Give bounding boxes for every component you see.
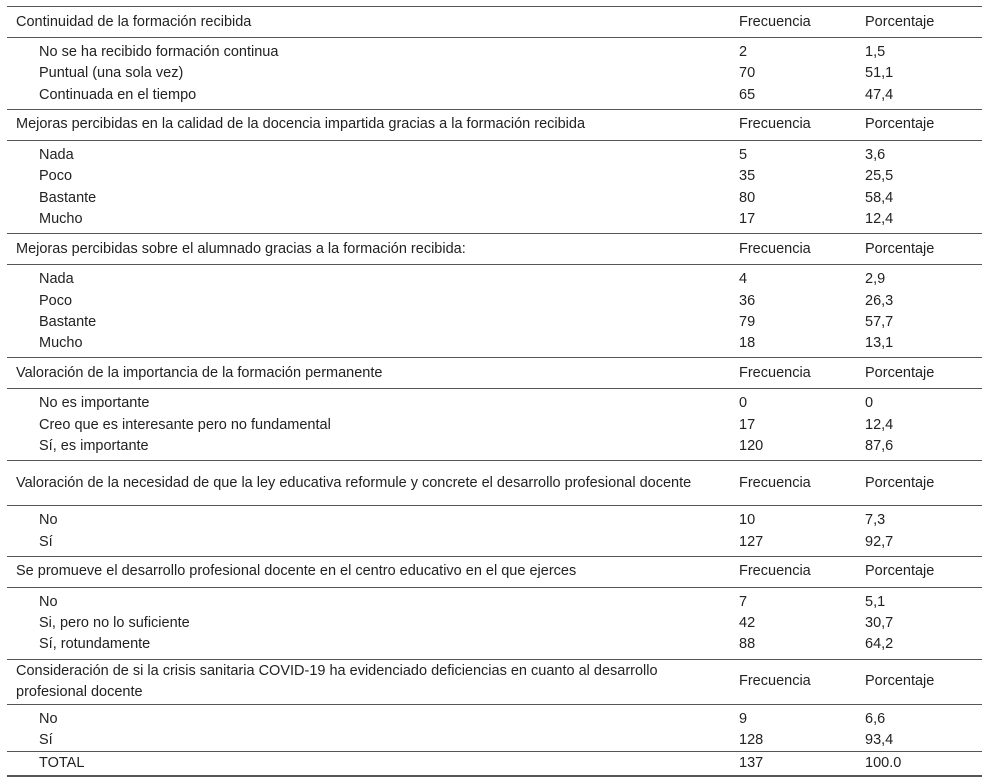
table-row (7, 312, 982, 333)
freq-header: Frecuencia (730, 358, 856, 389)
row-label: Creo que es interesante pero no fundamental (39, 416, 331, 433)
table-section (7, 659, 982, 776)
row-pct: 26,3 (865, 292, 894, 309)
row-freq: 17 (739, 210, 756, 227)
row-label: No es importante (39, 395, 150, 412)
table-row (7, 140, 982, 166)
table-section (7, 556, 982, 659)
freq-header: Frecuencia (730, 461, 856, 506)
total-freq: 137 (730, 752, 856, 777)
row-freq: 128 (739, 732, 764, 749)
question-text: Valoración de la necesidad de que la ley educativa reformule y concrete el desarrollo profesional docente (7, 461, 730, 506)
pct-header: Porcentaje (856, 234, 982, 265)
table-row (7, 506, 982, 532)
row-freq: 2 (739, 44, 748, 61)
row-freq: 36 (739, 292, 756, 309)
section-header (7, 461, 982, 506)
row-pct: 92,7 (865, 533, 894, 550)
row-pct: 12,4 (865, 210, 894, 227)
row-freq: 79 (739, 313, 756, 330)
pct-header: Porcentaje (856, 461, 982, 506)
table-row (7, 290, 982, 311)
question-text: Mejoras percibidas sobre el alumnado gracias a la formación recibida: (7, 234, 730, 265)
row-label: Sí (39, 732, 53, 749)
row-label: No (39, 593, 58, 610)
row-pct: 58,4 (865, 189, 894, 206)
table-row (7, 209, 982, 234)
row-freq: 10 (739, 512, 756, 529)
row-label: Sí (39, 533, 53, 550)
row-pct: 12,4 (865, 416, 894, 433)
table-row (7, 63, 982, 84)
total-label: TOTAL (7, 752, 730, 777)
row-label: Poco (39, 292, 73, 309)
freq-header: Frecuencia (730, 7, 856, 38)
row-pct: 87,6 (865, 438, 894, 454)
table-section (7, 7, 982, 110)
row-freq: 42 (739, 615, 756, 632)
row-freq: 4 (739, 271, 748, 288)
row-freq: 5 (739, 147, 748, 164)
row-pct: 57,7 (865, 313, 894, 330)
table-row (7, 436, 982, 461)
row-pct: 93,4 (865, 732, 894, 749)
row-freq: 120 (739, 438, 764, 454)
pct-header: Porcentaje (856, 7, 982, 38)
table-row (7, 333, 982, 358)
row-label: Bastante (39, 313, 97, 330)
row-freq: 18 (739, 335, 756, 352)
row-pct: 6,6 (865, 710, 886, 727)
question-text: Valoración de la importancia de la formación permanente (7, 358, 730, 389)
row-freq: 70 (739, 65, 756, 82)
row-pct: 51,1 (865, 65, 894, 82)
row-freq: 35 (739, 168, 756, 185)
row-label: No (39, 710, 58, 727)
row-label: No se ha recibido formación continua (39, 44, 279, 61)
table-row (7, 389, 982, 415)
row-label: Mucho (39, 335, 83, 352)
row-pct: 13,1 (865, 335, 894, 352)
section-header (7, 358, 982, 389)
table-row (7, 587, 982, 613)
table-row (7, 85, 982, 110)
row-pct: 30,7 (865, 615, 894, 632)
pct-header: Porcentaje (856, 109, 982, 140)
row-label: Poco (39, 168, 73, 185)
row-freq: 80 (739, 189, 756, 206)
row-freq: 65 (739, 86, 756, 103)
row-pct: 3,6 (865, 147, 886, 164)
row-freq: 127 (739, 533, 764, 550)
table-row (7, 415, 982, 436)
section-header (7, 109, 982, 140)
row-pct: 1,5 (865, 44, 886, 61)
question-text: Consideración de si la crisis sanitaria COVID-19 ha evidenciado deficiencias en cuanto al desarrollo profesional docente (7, 659, 730, 704)
table-row (7, 187, 982, 208)
table-section (7, 358, 982, 461)
row-freq: 9 (739, 710, 748, 727)
row-pct: 25,5 (865, 168, 894, 185)
question-text: Se promueve el desarrollo profesional docente en el centro educativo en el que ejerces (7, 556, 730, 587)
freq-header: Frecuencia (730, 109, 856, 140)
pct-header: Porcentaje (856, 358, 982, 389)
row-label: Si, pero no lo suficiente (39, 615, 190, 632)
section-header (7, 7, 982, 38)
row-label: Sí, rotundamente (39, 636, 151, 653)
row-pct: 2,9 (865, 271, 886, 288)
table-row (7, 38, 982, 64)
row-label: Bastante (39, 189, 97, 206)
row-label: Mucho (39, 210, 83, 227)
freq-header: Frecuencia (730, 234, 856, 265)
row-pct: 0 (865, 395, 874, 412)
table-section (7, 109, 982, 233)
row-label: Continuada en el tiempo (39, 86, 197, 103)
row-freq: 88 (739, 636, 756, 653)
freq-header: Frecuencia (730, 556, 856, 587)
table-row (7, 613, 982, 634)
table-row (7, 531, 982, 556)
question-text: Mejoras percibidas en la calidad de la docencia impartida gracias a la formación recibida (7, 109, 730, 140)
total-row (7, 752, 982, 777)
row-pct: 5,1 (865, 593, 886, 610)
freq-header: Frecuencia (730, 659, 856, 704)
row-freq: 0 (739, 395, 748, 412)
row-label: Puntual (una sola vez) (39, 65, 184, 82)
frequency-table (7, 6, 982, 777)
total-pct: 100.0 (856, 752, 982, 777)
pct-header: Porcentaje (856, 556, 982, 587)
table-row (7, 634, 982, 659)
row-label: Nada (39, 147, 74, 164)
table-section (7, 461, 982, 557)
row-label: Sí, es importante (39, 438, 149, 454)
row-freq: 17 (739, 416, 756, 433)
row-freq: 7 (739, 593, 748, 610)
pct-header: Porcentaje (856, 659, 982, 704)
table-row (7, 704, 982, 730)
row-pct: 47,4 (865, 86, 894, 103)
row-label: Nada (39, 271, 74, 288)
row-pct: 64,2 (865, 636, 894, 653)
table-row (7, 166, 982, 187)
row-pct: 7,3 (865, 512, 886, 529)
table-section (7, 234, 982, 358)
section-header (7, 234, 982, 265)
question-text: Continuidad de la formación recibida (7, 7, 730, 38)
table-row (7, 265, 982, 291)
section-header (7, 556, 982, 587)
section-header (7, 659, 982, 704)
row-label: No (39, 512, 58, 529)
table-row (7, 730, 982, 752)
